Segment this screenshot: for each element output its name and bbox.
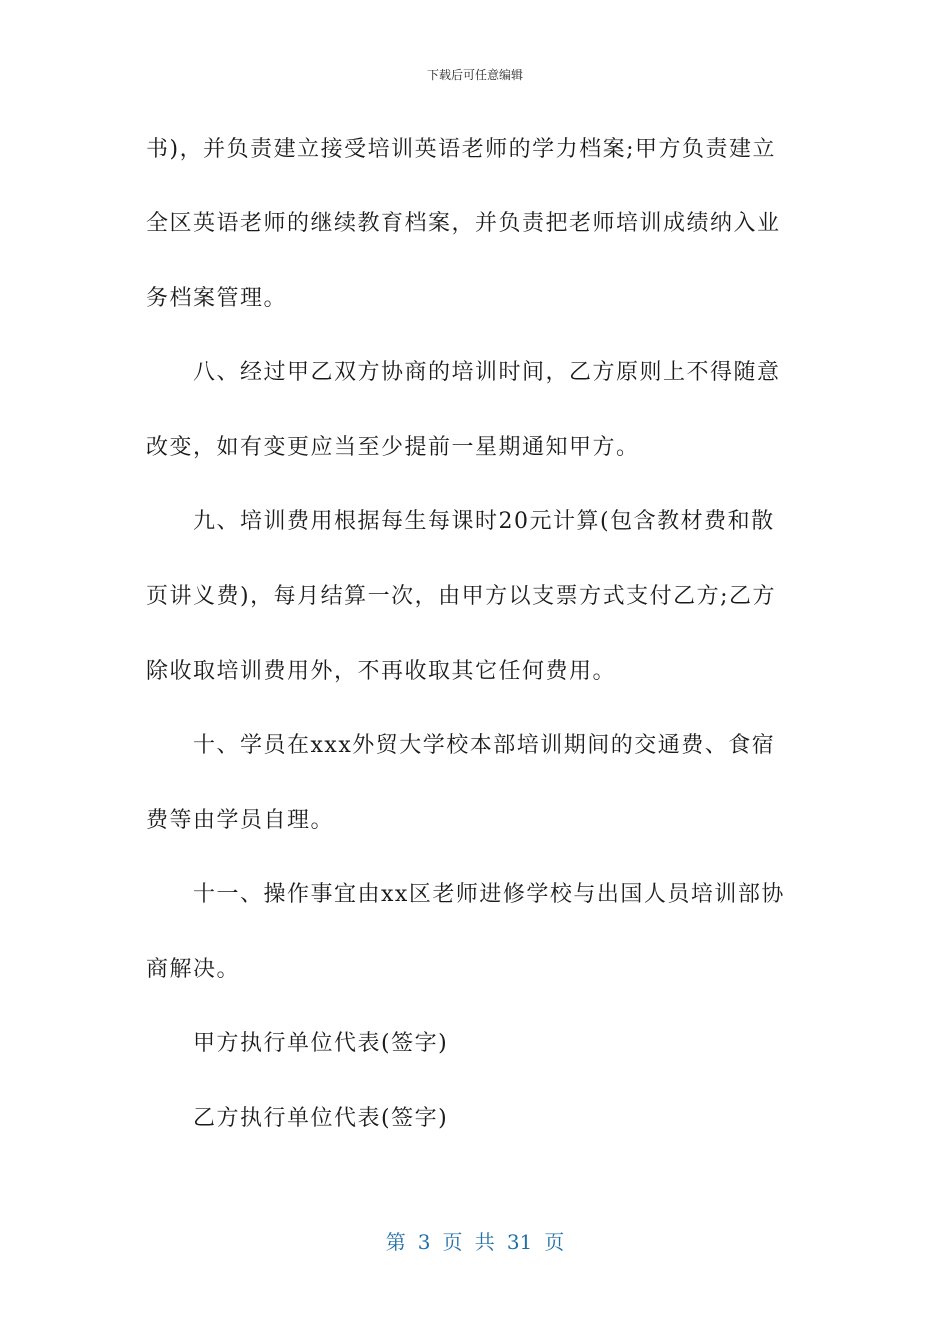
paragraph-line: 书)，并负责建立接受培训英语老师的学力档案;甲方负责建立 bbox=[146, 137, 776, 162]
paragraph-line: 务档案管理。 bbox=[146, 286, 288, 311]
page-number-footer bbox=[0, 1226, 950, 1255]
clause-9-line: 九、培训费用根据每生每课时20元计算(包含教材费和散 bbox=[193, 509, 775, 534]
footer-suffix: 页 bbox=[544, 1230, 565, 1254]
clause-9-line: 除收取培训费用外，不再收取其它任何费用。 bbox=[146, 659, 617, 684]
party-a-signature-line: 甲方执行单位代表(签字) bbox=[193, 1031, 449, 1056]
total-pages-number: 31 bbox=[506, 1230, 533, 1254]
clause-8-line: 八、经过甲乙双方协商的培训时间，乙方原则上不得随意 bbox=[193, 360, 781, 385]
clause-8-line: 改变，如有变更应当至少提前一星期通知甲方。 bbox=[146, 435, 640, 460]
clause-10-line: 费等由学员自理。 bbox=[146, 808, 335, 833]
clause-9-line: 页讲义费)，每月结算一次，由甲方以支票方式支付乙方;乙方 bbox=[146, 584, 776, 609]
paragraph-line: 全区英语老师的继续教育档案，并负责把老师培训成绩纳入业 bbox=[146, 211, 781, 236]
page-header-note: 下载后可任意编辑 bbox=[426, 68, 523, 82]
footer-prefix: 第 bbox=[385, 1230, 406, 1254]
party-b-signature-line: 乙方执行单位代表(签字) bbox=[193, 1106, 449, 1131]
current-page-number: 3 bbox=[417, 1230, 431, 1254]
clause-11-line: 十一、操作事宜由xx区老师进修学校与出国人员培训部协 bbox=[193, 882, 785, 907]
clause-11-line: 商解决。 bbox=[146, 957, 241, 982]
footer-middle: 页 共 bbox=[442, 1230, 495, 1254]
clause-10-line: 十、学员在xxx外贸大学校本部培训期间的交通费、食宿 bbox=[193, 733, 776, 758]
